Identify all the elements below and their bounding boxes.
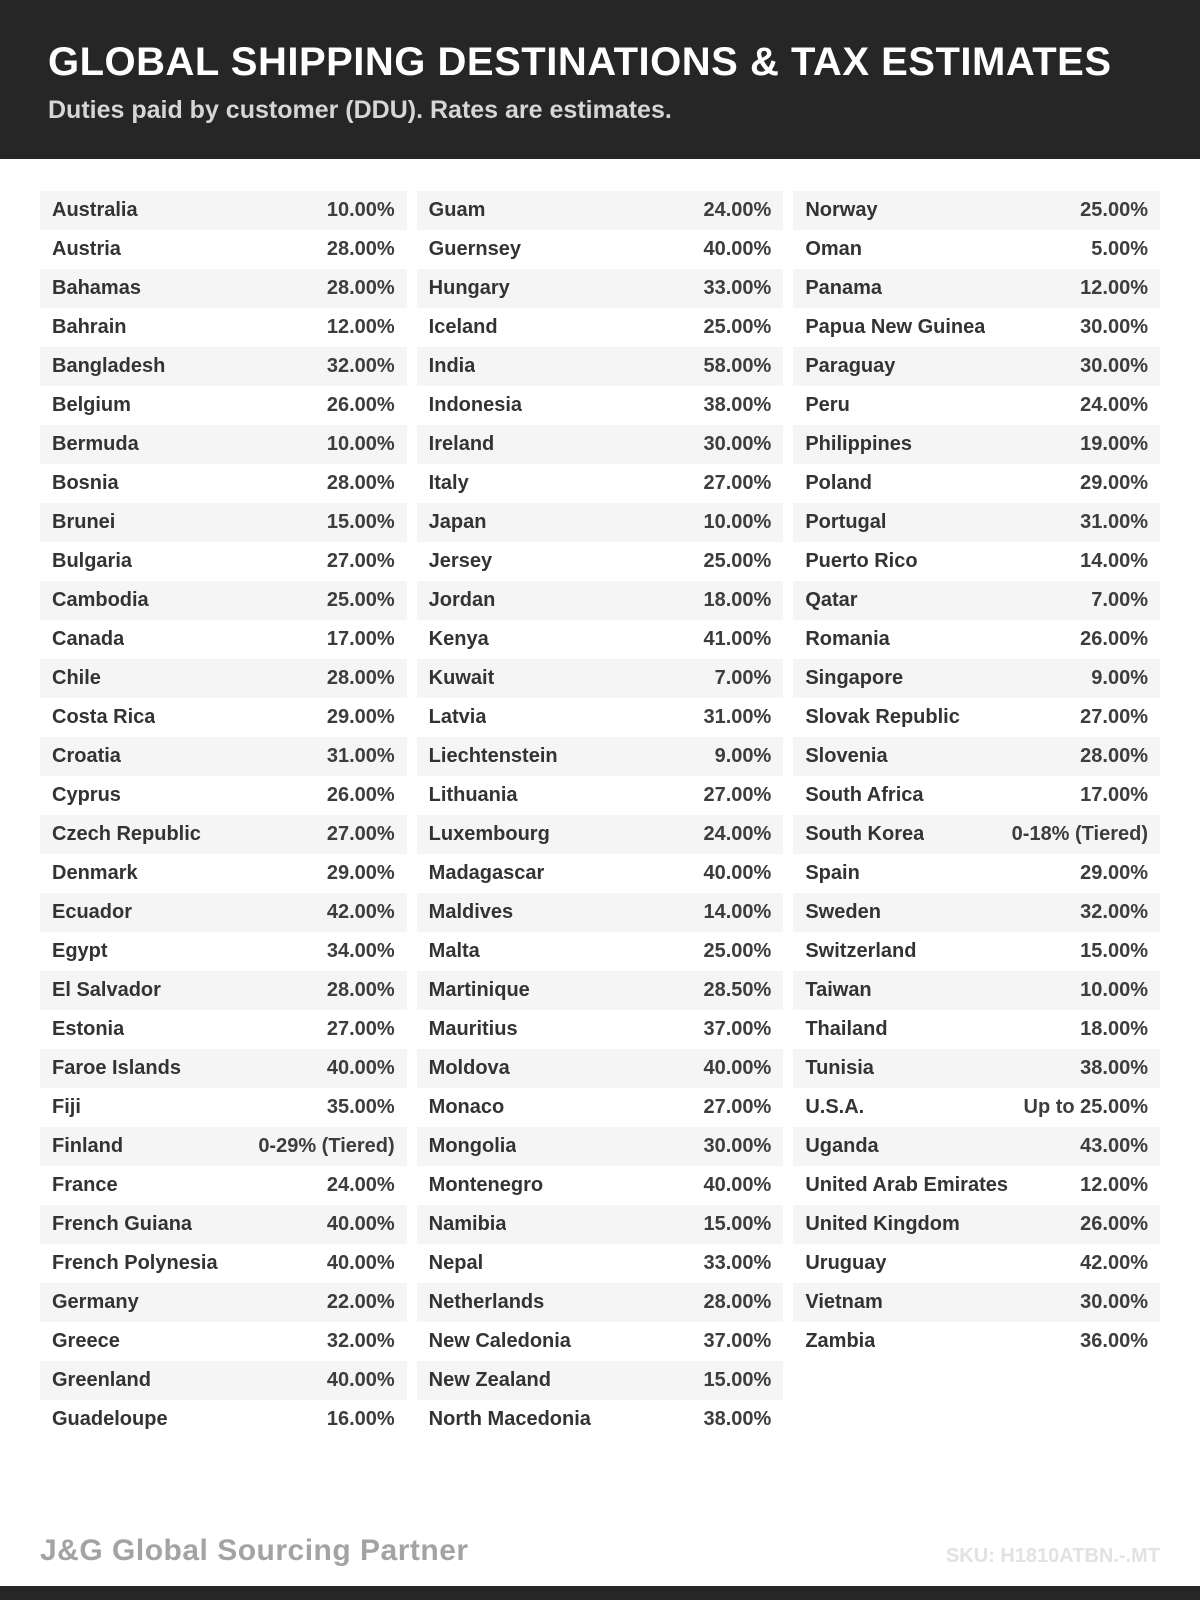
tax-rate: 40.00% <box>326 1252 395 1274</box>
tax-rate: 7.00% <box>714 667 772 689</box>
country-name: Austria <box>52 238 121 260</box>
table-row <box>417 737 784 776</box>
country-name: France <box>52 1174 118 1196</box>
tax-rate: 27.00% <box>326 550 395 572</box>
tax-rate: 40.00% <box>326 1213 395 1235</box>
country-name: Brunei <box>52 511 116 533</box>
table-row <box>417 1166 784 1205</box>
country-name: Singapore <box>805 667 904 689</box>
tax-rate: 32.00% <box>1080 901 1149 923</box>
country-name: Egypt <box>52 940 108 962</box>
country-name: Costa Rica <box>52 706 156 728</box>
table-row <box>793 542 1160 581</box>
tax-rate: 41.00% <box>703 628 772 650</box>
tax-rate: 42.00% <box>1080 1252 1149 1274</box>
table-row <box>793 815 1160 854</box>
tax-rate: 17.00% <box>1080 784 1149 806</box>
country-name: Greenland <box>52 1369 151 1391</box>
country-name: Bahrain <box>52 316 127 338</box>
table-row <box>417 191 784 230</box>
country-name: Kuwait <box>428 667 495 689</box>
country-name: Denmark <box>52 862 138 884</box>
country-name: Martinique <box>428 979 530 1001</box>
tax-rate: 25.00% <box>703 940 772 962</box>
country-name: Bangladesh <box>52 355 166 377</box>
tax-rate: 25.00% <box>1080 199 1149 221</box>
table-row <box>417 425 784 464</box>
country-name: Ireland <box>428 433 495 455</box>
table-row <box>417 1049 784 1088</box>
table-row <box>417 620 784 659</box>
tax-rate: 42.00% <box>326 901 395 923</box>
tax-rate: 25.00% <box>326 589 395 611</box>
tax-rate: 27.00% <box>703 1096 772 1118</box>
sku-label: SKU: H1810ATBN.-.MT <box>945 1545 1160 1567</box>
table-row <box>40 854 407 893</box>
table-row <box>417 659 784 698</box>
tax-rate: 33.00% <box>703 277 772 299</box>
table-row <box>40 1244 407 1283</box>
table-row <box>40 386 407 425</box>
tax-rate: 32.00% <box>326 1330 395 1352</box>
country-name: India <box>428 355 476 377</box>
country-name: Puerto Rico <box>805 550 918 572</box>
table-row <box>417 893 784 932</box>
tax-rate: 28.00% <box>326 667 395 689</box>
country-name: Papua New Guinea <box>805 316 986 338</box>
country-name: Thailand <box>805 1018 888 1040</box>
tax-rate: 18.00% <box>1080 1018 1149 1040</box>
tax-rate: 15.00% <box>703 1369 772 1391</box>
country-name: Norway <box>805 199 878 221</box>
tax-rate: Up to 25.00% <box>1023 1096 1149 1118</box>
country-name: Belgium <box>52 394 131 416</box>
table-row <box>793 698 1160 737</box>
tax-rate: 30.00% <box>1080 316 1149 338</box>
tax-rate: 31.00% <box>1080 511 1149 533</box>
tax-rate: 22.00% <box>326 1291 395 1313</box>
country-name: Jordan <box>428 589 496 611</box>
tax-rate: 28.50% <box>703 979 772 1001</box>
tax-rate: 19.00% <box>1080 433 1149 455</box>
table-row <box>40 815 407 854</box>
tax-rate: 58.00% <box>703 355 772 377</box>
country-name: Malta <box>428 940 480 962</box>
country-name: Cyprus <box>52 784 121 806</box>
table-row <box>40 1010 407 1049</box>
country-name: French Polynesia <box>52 1252 218 1274</box>
country-name: Indonesia <box>428 394 523 416</box>
tax-rate: 40.00% <box>326 1057 395 1079</box>
table-row <box>40 1166 407 1205</box>
tax-rate: 28.00% <box>326 238 395 260</box>
table-row <box>40 1361 407 1400</box>
header-banner <box>0 0 1200 159</box>
country-name: Slovenia <box>805 745 888 767</box>
country-name: Japan <box>428 511 487 533</box>
country-name: Bosnia <box>52 472 119 494</box>
tax-rate: 27.00% <box>326 823 395 845</box>
country-name: Uganda <box>805 1135 879 1157</box>
tax-rate: 34.00% <box>326 940 395 962</box>
tax-rate: 18.00% <box>703 589 772 611</box>
table-row <box>793 425 1160 464</box>
table-row <box>417 464 784 503</box>
table-row <box>40 1322 407 1361</box>
country-name: Nepal <box>428 1252 484 1274</box>
table-row <box>40 308 407 347</box>
table-row <box>417 581 784 620</box>
tax-rate: 37.00% <box>703 1330 772 1352</box>
tax-rate: 31.00% <box>326 745 395 767</box>
country-name: Guernsey <box>428 238 521 260</box>
tax-rate: 35.00% <box>326 1096 395 1118</box>
tax-rate: 28.00% <box>1080 745 1149 767</box>
country-name: Uruguay <box>805 1252 887 1274</box>
country-name: Philippines <box>805 433 913 455</box>
country-name: Jersey <box>428 550 493 572</box>
table-row <box>40 737 407 776</box>
table-row <box>793 269 1160 308</box>
tax-rate: 33.00% <box>703 1252 772 1274</box>
tax-rate: 10.00% <box>326 433 395 455</box>
tax-rate: 29.00% <box>1080 862 1149 884</box>
table-row <box>793 620 1160 659</box>
tax-rate: 24.00% <box>703 199 772 221</box>
footer <box>0 1534 1200 1586</box>
country-name: Luxembourg <box>428 823 550 845</box>
country-name: Portugal <box>805 511 887 533</box>
tax-rate: 12.00% <box>1080 1174 1149 1196</box>
table-row <box>40 425 407 464</box>
country-name: Panama <box>805 277 883 299</box>
table-row <box>793 191 1160 230</box>
table-row <box>417 854 784 893</box>
country-name: Germany <box>52 1291 139 1313</box>
country-name: Switzerland <box>805 940 917 962</box>
tax-rate: 26.00% <box>1080 1213 1149 1235</box>
country-name: Guadeloupe <box>52 1408 168 1430</box>
tax-rate: 9.00% <box>1091 667 1149 689</box>
tax-rate: 37.00% <box>703 1018 772 1040</box>
table-row <box>40 620 407 659</box>
tax-rate: 12.00% <box>326 316 395 338</box>
country-name: Vietnam <box>805 1291 883 1313</box>
tax-rate: 10.00% <box>326 199 395 221</box>
table-row <box>40 1088 407 1127</box>
country-name: Chile <box>52 667 101 689</box>
country-name: Ecuador <box>52 901 133 923</box>
tax-rate: 31.00% <box>703 706 772 728</box>
tax-rate: 26.00% <box>326 394 395 416</box>
tax-rate: 36.00% <box>1080 1330 1149 1352</box>
tax-rate: 29.00% <box>326 706 395 728</box>
country-name: Canada <box>52 628 125 650</box>
table-column-1 <box>40 191 407 1439</box>
country-name: Greece <box>52 1330 120 1352</box>
tax-rate: 28.00% <box>326 979 395 1001</box>
country-name: Tunisia <box>805 1057 874 1079</box>
table-row <box>417 308 784 347</box>
tax-rate: 26.00% <box>326 784 395 806</box>
table-row <box>40 698 407 737</box>
table-column-2 <box>417 191 784 1439</box>
country-name: South Africa <box>805 784 924 806</box>
tax-rate: 28.00% <box>326 472 395 494</box>
brand-text: J&G Global Sourcing Partner <box>40 1534 469 1567</box>
tax-rate: 27.00% <box>703 784 772 806</box>
tax-rate: 38.00% <box>703 394 772 416</box>
country-name: Zambia <box>805 1330 876 1352</box>
country-name: Iceland <box>428 316 498 338</box>
country-name: Madagascar <box>428 862 545 884</box>
tax-rate: 24.00% <box>1080 394 1149 416</box>
tax-rate: 30.00% <box>703 1135 772 1157</box>
table-column-3 <box>793 191 1160 1439</box>
table-row <box>793 347 1160 386</box>
country-name: Australia <box>52 199 138 221</box>
table-row <box>417 1361 784 1400</box>
tax-rate: 38.00% <box>703 1408 772 1430</box>
tax-rate: 24.00% <box>326 1174 395 1196</box>
country-name: Montenegro <box>428 1174 544 1196</box>
tax-rate: 30.00% <box>1080 1291 1149 1313</box>
country-name: New Caledonia <box>428 1330 571 1352</box>
table-row <box>793 971 1160 1010</box>
country-name: U.S.A. <box>805 1096 865 1118</box>
tax-rate: 30.00% <box>1080 355 1149 377</box>
table-row <box>417 347 784 386</box>
tax-rate: 9.00% <box>714 745 772 767</box>
tax-rate: 27.00% <box>1080 706 1149 728</box>
tax-rate: 0-18% (Tiered) <box>1011 823 1149 845</box>
table-row <box>417 776 784 815</box>
tax-rate: 0-29% (Tiered) <box>258 1135 395 1157</box>
table-row <box>417 1283 784 1322</box>
table-row <box>417 1322 784 1361</box>
table-row <box>40 1400 407 1439</box>
country-name: Fiji <box>52 1096 81 1118</box>
table-row <box>793 1322 1160 1361</box>
country-name: Taiwan <box>805 979 872 1001</box>
bottom-accent-bar <box>0 1586 1200 1600</box>
country-name: Croatia <box>52 745 121 767</box>
table-row <box>417 1088 784 1127</box>
table-row <box>40 659 407 698</box>
country-name: Netherlands <box>428 1291 545 1313</box>
table-row <box>793 581 1160 620</box>
country-name: Slovak Republic <box>805 706 960 728</box>
country-name: South Korea <box>805 823 925 845</box>
country-name: Maldives <box>428 901 514 923</box>
table-row <box>40 191 407 230</box>
country-name: Romania <box>805 628 890 650</box>
table-row <box>793 893 1160 932</box>
country-name: Estonia <box>52 1018 125 1040</box>
table-row <box>793 1010 1160 1049</box>
table-row <box>793 308 1160 347</box>
country-name: Guam <box>428 199 486 221</box>
page-title: GLOBAL SHIPPING DESTINATIONS & TAX ESTIMATES <box>48 40 1112 84</box>
tax-rate: 5.00% <box>1091 238 1149 260</box>
tax-rate: 29.00% <box>1080 472 1149 494</box>
table-row <box>417 698 784 737</box>
table-row <box>793 503 1160 542</box>
tax-rate: 25.00% <box>703 550 772 572</box>
table-row <box>417 1205 784 1244</box>
country-name: Faroe Islands <box>52 1057 181 1079</box>
country-name: Czech Republic <box>52 823 201 845</box>
tax-rate: 15.00% <box>326 511 395 533</box>
table-row <box>40 347 407 386</box>
tax-rate: 7.00% <box>1091 589 1149 611</box>
table-row <box>417 269 784 308</box>
country-name: Bermuda <box>52 433 139 455</box>
table-row <box>40 1127 407 1166</box>
table-row <box>417 1244 784 1283</box>
table-row <box>793 737 1160 776</box>
tax-rate: 40.00% <box>703 238 772 260</box>
table-row <box>793 932 1160 971</box>
table-row <box>40 269 407 308</box>
table-row <box>40 1283 407 1322</box>
country-name: Poland <box>805 472 873 494</box>
tax-rate: 40.00% <box>326 1369 395 1391</box>
tax-rate: 12.00% <box>1080 277 1149 299</box>
country-name: Sweden <box>805 901 881 923</box>
table-row <box>40 230 407 269</box>
tax-rate: 10.00% <box>703 511 772 533</box>
tax-rate: 29.00% <box>326 862 395 884</box>
country-name: United Kingdom <box>805 1213 960 1235</box>
country-name: Bulgaria <box>52 550 133 572</box>
table-row <box>417 932 784 971</box>
country-name: Monaco <box>428 1096 505 1118</box>
table-row <box>40 971 407 1010</box>
table-row <box>417 1400 784 1439</box>
table-row <box>793 1049 1160 1088</box>
table-row <box>793 464 1160 503</box>
table-row <box>417 503 784 542</box>
table-row <box>793 854 1160 893</box>
tax-rate: 38.00% <box>1080 1057 1149 1079</box>
country-name: Qatar <box>805 589 858 611</box>
country-name: North Macedonia <box>428 1408 591 1430</box>
country-name: Peru <box>805 394 850 416</box>
country-name: Mongolia <box>428 1135 517 1157</box>
table-row <box>40 464 407 503</box>
tax-rate: 15.00% <box>703 1213 772 1235</box>
country-name: Latvia <box>428 706 487 728</box>
country-name: Hungary <box>428 277 510 299</box>
country-name: French Guiana <box>52 1213 193 1235</box>
country-name: Mauritius <box>428 1018 518 1040</box>
table-row <box>793 1166 1160 1205</box>
table-row <box>793 1127 1160 1166</box>
tax-rate: 15.00% <box>1080 940 1149 962</box>
table-row <box>417 542 784 581</box>
tax-rate: 24.00% <box>703 823 772 845</box>
table-row <box>40 1049 407 1088</box>
country-name: Oman <box>805 238 863 260</box>
table-row <box>40 581 407 620</box>
country-name: Liechtenstein <box>428 745 558 767</box>
country-name: Namibia <box>428 1213 507 1235</box>
tax-rate: 28.00% <box>703 1291 772 1313</box>
tax-rate: 27.00% <box>703 472 772 494</box>
tax-rate: 17.00% <box>326 628 395 650</box>
tax-rate: 40.00% <box>703 862 772 884</box>
country-name: Cambodia <box>52 589 149 611</box>
tax-rate: 30.00% <box>703 433 772 455</box>
table-row <box>793 1088 1160 1127</box>
country-name: Paraguay <box>805 355 896 377</box>
country-name: Finland <box>52 1135 124 1157</box>
table-row <box>793 659 1160 698</box>
table-row <box>40 776 407 815</box>
table-row <box>793 386 1160 425</box>
tax-rate: 40.00% <box>703 1057 772 1079</box>
table-row <box>417 1010 784 1049</box>
table-row <box>417 1127 784 1166</box>
tax-rate: 28.00% <box>326 277 395 299</box>
page-subtitle: Duties paid by customer (DDU). Rates are estimates. <box>48 96 672 124</box>
table-row <box>793 1283 1160 1322</box>
country-name: Kenya <box>428 628 489 650</box>
tax-rate: 14.00% <box>1080 550 1149 572</box>
table-row <box>40 932 407 971</box>
tax-rate: 43.00% <box>1080 1135 1149 1157</box>
table-row <box>793 776 1160 815</box>
table-row <box>40 503 407 542</box>
tax-rate: 16.00% <box>326 1408 395 1430</box>
table-row <box>793 1205 1160 1244</box>
country-name: Bahamas <box>52 277 141 299</box>
country-name: Moldova <box>428 1057 510 1079</box>
tax-rate: 27.00% <box>326 1018 395 1040</box>
tax-rate: 25.00% <box>703 316 772 338</box>
tax-rate: 10.00% <box>1080 979 1149 1001</box>
table-row <box>793 230 1160 269</box>
table-row <box>417 230 784 269</box>
country-name: United Arab Emirates <box>805 1174 1008 1196</box>
country-name: New Zealand <box>428 1369 551 1391</box>
table-row <box>417 815 784 854</box>
country-name: El Salvador <box>52 979 161 1001</box>
country-name: Spain <box>805 862 860 884</box>
tax-rate: 32.00% <box>326 355 395 377</box>
table-row <box>417 971 784 1010</box>
tax-rate: 40.00% <box>703 1174 772 1196</box>
table-row <box>40 542 407 581</box>
tax-rate: 14.00% <box>703 901 772 923</box>
table-row <box>793 1244 1160 1283</box>
table-row <box>417 386 784 425</box>
country-name: Italy <box>428 472 469 494</box>
table-row <box>40 893 407 932</box>
tax-rate-table <box>0 159 1200 1439</box>
tax-rate: 26.00% <box>1080 628 1149 650</box>
country-name: Lithuania <box>428 784 518 806</box>
table-row <box>40 1205 407 1244</box>
